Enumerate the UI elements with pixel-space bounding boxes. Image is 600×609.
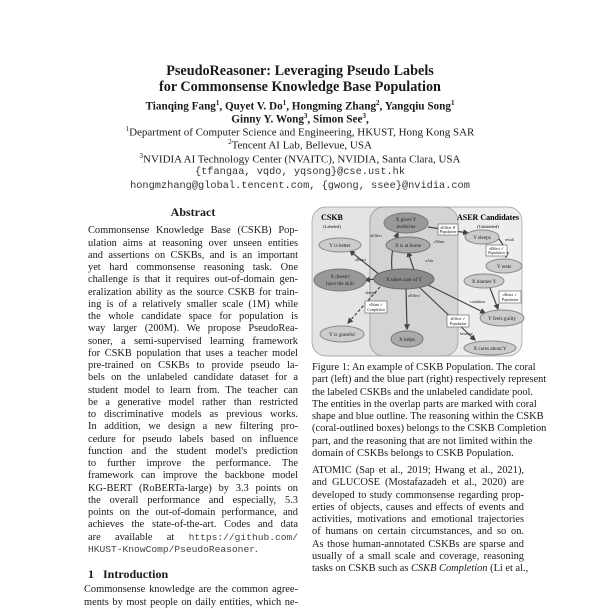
- node-takes-care: [374, 269, 434, 289]
- abstract-text: are available at: [88, 531, 175, 543]
- author-sup: 3: [362, 112, 366, 120]
- abstract-line: way larger (200M). We propose PseudoRea-: [88, 323, 298, 335]
- abstract-line: be a generative model rather than restricted: [88, 396, 298, 408]
- author-sup: 1: [282, 99, 287, 107]
- node-text: X doesn't: [330, 274, 350, 280]
- abstract-line: achieves the state-of-the-art. Codes and data: [88, 519, 298, 531]
- abstract-line: eralization ability as the source CSKB for train-: [88, 286, 298, 298]
- author-sup: 3: [303, 112, 308, 120]
- email-line-2: hongmzhang@global.tencent.com, {gwong, ssee}@nvidia.com: [130, 180, 470, 192]
- author-name: Yangqiu Song: [384, 100, 451, 113]
- caption-line: part (left) and the blue part (right) respectively represent: [312, 374, 547, 386]
- cskb-sub: (Labeled): [323, 224, 341, 229]
- node-at-home: [386, 237, 430, 253]
- caption-line: shape and blue outline. The reasoning within the CSKB: [312, 411, 544, 422]
- relation-box: [365, 301, 387, 313]
- email-line-1: {tfangaa, vqdo, yqsong}@cse.ust.hk: [194, 166, 406, 178]
- aser-sub: (Unlabeled): [477, 224, 499, 229]
- abstract-line: to discriminative models as previous works.: [88, 409, 298, 420]
- affiliation-3: [0, 152, 600, 166]
- abstract-line: and assertions on CSKBs, and is an important: [88, 249, 298, 261]
- relation-box: [499, 291, 521, 303]
- abstract-line: ulation aims at reasoning over unseen entities: [88, 237, 298, 249]
- abstract-line: function and the student model's prediction: [88, 445, 298, 457]
- abstract-line: framework can improve the backbone model: [88, 470, 298, 482]
- right-body-text: [312, 465, 529, 575]
- box-text: Population: [449, 322, 467, 326]
- figure-caption: [312, 362, 547, 460]
- node-y-better: [319, 238, 361, 252]
- relation-label: oReact: [355, 257, 367, 262]
- body-line: usually of a small scale and coverage, reasoning: [312, 550, 524, 562]
- abstract-line: cedure for pseudo labels based on influence: [88, 433, 298, 445]
- section-title: Introduction: [103, 567, 169, 581]
- caption-line: domain of CSKBs belongs to CSKB Population.: [312, 447, 514, 459]
- paper-title-line-1: PseudoReasoner: Leveraging Pseudo Labels: [166, 63, 434, 79]
- node-text: Y feels guilty: [487, 316, 517, 322]
- abstract-line: to further improve the performance. The: [88, 458, 298, 469]
- box-text: Population: [488, 251, 505, 255]
- abstract-section: [84, 205, 298, 609]
- aff-sup: 2: [228, 138, 232, 146]
- abstract-line: KG-BERT (RoBERTa-large) by 3.3 points on: [88, 482, 298, 494]
- aff-text: Tencent AI Lab, Bellevue, USA: [231, 139, 372, 152]
- box-text: Population: [439, 230, 457, 234]
- abstract-line: In addition, we design a new filtering pro-: [88, 421, 298, 433]
- relation-label: xEffect: [370, 233, 382, 238]
- abstract-heading: Abstract: [170, 205, 216, 219]
- caption-line: (coral-outlined boxes) belongs to the CSKB Completion: [312, 423, 547, 435]
- node-text: X gives Y: [395, 217, 417, 223]
- abstract-line: [88, 532, 298, 544]
- caption-line: part, and the reasoning that are not limited within the: [312, 435, 533, 447]
- author-name: Ginny Y. Wong: [231, 113, 304, 126]
- abstract-line: bels on the unlabeled candidate dataset for a: [88, 372, 298, 384]
- node-text: X helps: [399, 337, 415, 343]
- node-text: X is at home: [394, 243, 422, 249]
- author-name: Hongming Zhang: [291, 100, 377, 113]
- body-line: ATOMIC (Sap et al., 2019; Hwang et al., 2021),: [312, 465, 524, 476]
- abstract-line: Commonsense Knowledge Base (CSKB) Pop-: [88, 225, 298, 237]
- node-cares: [464, 341, 516, 355]
- abstract-line: the whole candidate space for population is: [88, 311, 298, 322]
- node-blames: [464, 274, 504, 288]
- node-grateful: [320, 326, 364, 342]
- relation-label: xAttr: [425, 258, 434, 263]
- node-text: Y is better: [329, 243, 351, 249]
- relation-label: oWant: [434, 239, 445, 244]
- caption-line: The entities in the overlap parts are marked with coral: [312, 398, 537, 410]
- aff-sup: 1: [125, 125, 130, 133]
- body-line: developed to study commonsense regarding prop-: [312, 489, 524, 501]
- italic-term: CSKB Completion: [411, 563, 488, 574]
- abstract-line: points on the out-of-domain performance, and: [88, 507, 298, 518]
- relation-label: oEffect: [408, 293, 420, 298]
- author-name: Quyet V. Do: [224, 100, 283, 113]
- node-no-skill: [314, 269, 366, 291]
- node-text: Y is grateful: [329, 332, 355, 338]
- author-line-2: Ginny Y. Wong$^3$, Simon See$^3$,: [231, 112, 369, 126]
- relation-label: result: [505, 237, 514, 242]
- body-line: As those human-annotated CSKBs are sparse and: [312, 538, 524, 550]
- body-line: of humans on certain circumstances, and so on.: [312, 526, 524, 538]
- abstract-line: for CSKB population that uses a teacher model: [88, 347, 298, 359]
- section-number: 1: [88, 567, 94, 581]
- body-line: and GLUCOSE (Mostafazadeh et al., 2020) are: [312, 477, 524, 489]
- relation-label: xIntent: [365, 290, 377, 295]
- caption-line: Figure 1: An example of CSKB Population. The coral: [312, 362, 536, 373]
- node-text: X blames Y: [471, 279, 497, 285]
- affiliation-2: [0, 138, 600, 152]
- box-text: oEffect ✓: [488, 247, 505, 251]
- code-link[interactable]: https://github.com/: [188, 531, 298, 543]
- period: .: [254, 543, 258, 555]
- abstract-line: yet hard commonsense reasoning task. One: [88, 262, 298, 273]
- body-line: activities, motivations and emotional trajectories: [312, 514, 524, 525]
- abstract-line: the overall performance and especially, 5.3: [88, 494, 298, 506]
- figure-1: [310, 205, 524, 359]
- aff-sup: 3: [139, 152, 144, 160]
- box-text: xEffect ✗: [440, 226, 456, 230]
- author-line-1: Tianqing Fang$^1$, Quyet V. Do$^1$, Hongming Zhang$^2$, Yangqiu Song$^1$: [145, 99, 455, 113]
- author-name: Tianqing Fang: [145, 100, 216, 113]
- relation-box: [486, 245, 507, 256]
- abstract-line: [88, 544, 298, 556]
- relation-label: condition: [470, 299, 486, 304]
- text: tasks on CSKB such as: [312, 563, 412, 574]
- abstract-line: pre-trained on CSKBs to provide pseudo la-: [88, 360, 298, 371]
- box-text: Completion: [367, 308, 385, 312]
- intro-line: ments by most people on daily entities, which ne-: [84, 596, 298, 608]
- code-link-cont[interactable]: HKUST-KnowComp/PseudoReasoner: [88, 543, 255, 555]
- abstract-line: student model to learn from. The teacher can: [88, 384, 298, 396]
- intro-heading: [88, 568, 298, 580]
- author-sup: 1: [215, 99, 220, 107]
- node-gives-medicine: [384, 213, 428, 233]
- node-sleeps: [465, 230, 499, 244]
- paper-title-line-2: for Commonsense Knowledge Base Population: [159, 79, 441, 95]
- author-sup: 1: [450, 99, 455, 107]
- intro-line: Commonsense knowledge are the common agree-: [84, 584, 298, 596]
- cskb-label: CSKB: [321, 213, 343, 222]
- relation-box: [438, 224, 458, 235]
- relation-box: [447, 315, 469, 327]
- node-rests: [486, 259, 522, 273]
- body-line: [312, 563, 529, 575]
- abstract-line: soner, a semi-supervised learning framework: [88, 335, 298, 347]
- author-name: Simon See: [313, 113, 363, 126]
- node-text: medicine: [396, 224, 416, 230]
- aser-label: ASER Candidates: [456, 213, 520, 222]
- abstract-line: challenge is that it requires out-of-domain gen-: [88, 274, 298, 286]
- aff-text: Department of Computer Science and Engineering, HKUST, Hong Kong SAR: [129, 126, 475, 139]
- node-text: Y rests: [496, 264, 512, 270]
- node-text: Y sleeps: [473, 235, 491, 241]
- affiliation-1: [0, 125, 600, 139]
- text: (Li et al.,: [487, 563, 529, 574]
- abstract-line: ing is of a relatively smaller scale (1M) while: [88, 298, 298, 310]
- box-text: xWant ✓: [369, 303, 383, 307]
- relation-label: because: [460, 331, 473, 336]
- author-sup: 2: [376, 99, 380, 107]
- aff-text: NVIDIA AI Technology Center (NVAITC), NVIDIA, Santa Clara, USA: [143, 153, 461, 166]
- node-text: X cares about Y: [473, 346, 507, 352]
- box-text: Population: [501, 298, 519, 302]
- abstract-body: [88, 225, 298, 531]
- box-text: oReact ✓: [502, 293, 518, 297]
- node-helps: [391, 331, 423, 347]
- node-text: X takes care of Y: [385, 277, 423, 283]
- body-line: erties of objects, causes and effects of events and: [312, 501, 524, 513]
- box-text: xEffect ✓: [450, 317, 466, 321]
- node-text: have the skill: [326, 281, 354, 287]
- caption-line: the labeled CSKBs and the unlabeled candidate pool.: [312, 386, 534, 398]
- node-guilty: [480, 310, 524, 326]
